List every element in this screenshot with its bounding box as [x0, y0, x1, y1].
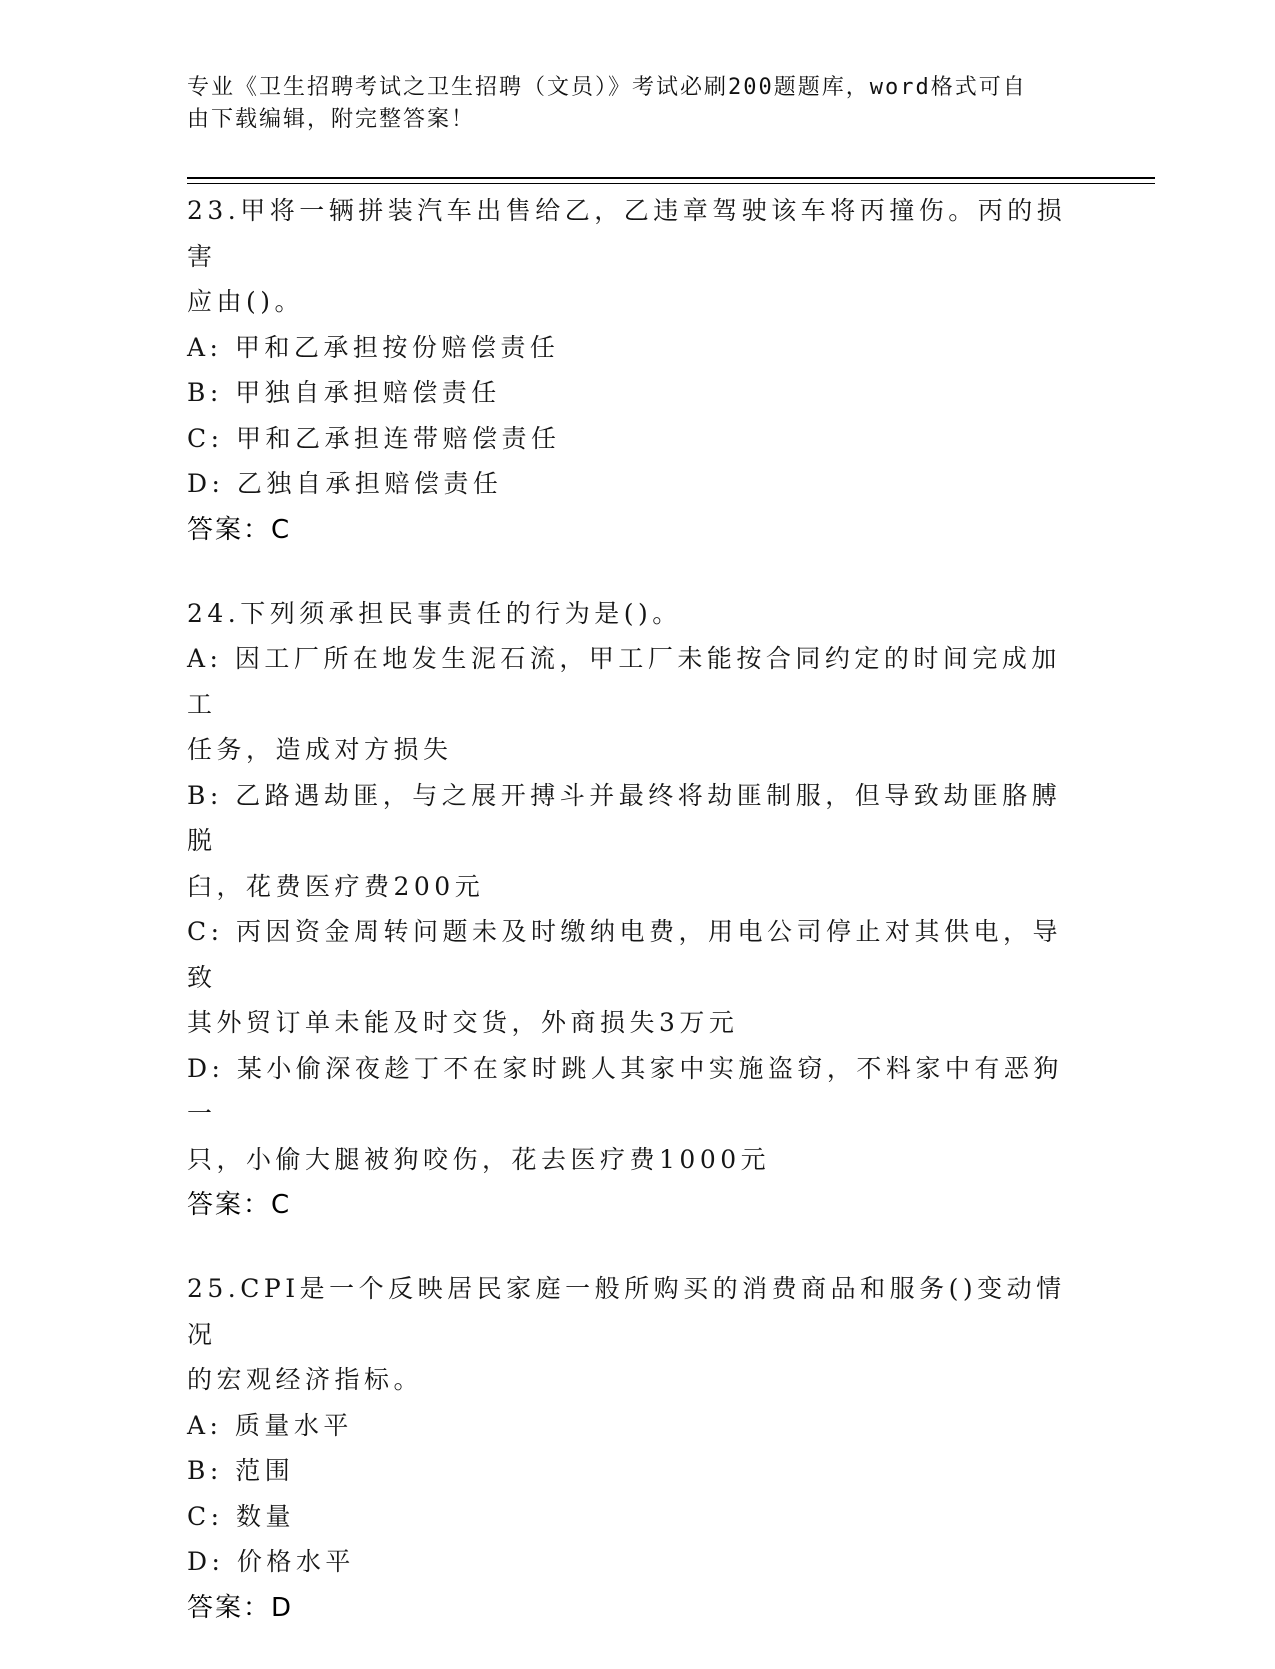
- question-stem: 25.CPI是一个反映居民家庭一般所购买的消费商品和服务()变动情况: [187, 1274, 1066, 1349]
- question-stem-continued: 的宏观经济指标。: [187, 1365, 424, 1394]
- option-b: B: 范围: [187, 1456, 295, 1485]
- answer-text: 答案：D: [187, 1592, 294, 1623]
- question-23: [187, 188, 1077, 553]
- option-b: B: 乙路遇劫匪，与之展开搏斗并最终将劫匪制服，但导致劫匪胳膊脱: [187, 780, 1062, 855]
- option-a: A: 甲和乙承担按份赔偿责任: [187, 332, 560, 362]
- option-c: C: 甲和乙承担连带赔偿责任: [187, 423, 561, 453]
- header-line-1: 专业《卫生招聘考试之卫生招聘（文员）》考试必刷200题题库，word格式可自: [187, 75, 1027, 100]
- option-d-continued: 只，小偷大腿被狗咬伤，花去医疗费1000元: [187, 1144, 771, 1174]
- header-divider-thick: [187, 177, 1155, 179]
- option-c-continued: 其外贸订单未能及时交货，外商损失3万元: [187, 1008, 739, 1037]
- option-a-continued: 任务，造成对方损失: [187, 735, 453, 764]
- answer-text: 答案：C: [187, 1190, 292, 1220]
- option-d: D: 乙独自承担赔偿责任: [187, 469, 503, 498]
- option-a: A: 因工厂所在地发生泥石流，甲工厂未能按合同约定的时间完成加工: [187, 644, 1061, 719]
- option-d: D: 某小偷深夜趁丁不在家时跳人其家中实施盗窃，不料家中有恶狗一: [187, 1053, 1063, 1128]
- answer-text: 答案：C: [187, 514, 292, 545]
- option-b: B: 甲独自承担赔偿责任: [187, 378, 501, 407]
- option-d: D: 价格水平: [187, 1547, 355, 1576]
- option-a: A: 质量水平: [187, 1410, 353, 1440]
- option-c: C: 丙因资金周转问题未及时缴纳电费，用电公司停止对其供电，导致: [187, 917, 1063, 992]
- question-stem-continued: 应由()。: [187, 287, 305, 316]
- option-c: C: 数量: [187, 1501, 295, 1531]
- option-b-continued: 臼，花费医疗费200元: [187, 871, 485, 901]
- question-stem: 24.下列须承担民事责任的行为是()。: [187, 598, 682, 628]
- document-header: [187, 72, 1067, 136]
- header-divider-thin: [187, 183, 1155, 184]
- question-stem: 23.甲将一辆拼装汽车出售给乙，乙违章驾驶该车将丙撞伤。丙的损害: [187, 196, 1067, 271]
- question-24: [187, 591, 1077, 1229]
- question-list: [187, 188, 1077, 1669]
- header-line-2: 由下载编辑，附完整答案！: [187, 107, 476, 132]
- question-25: [187, 1266, 1077, 1631]
